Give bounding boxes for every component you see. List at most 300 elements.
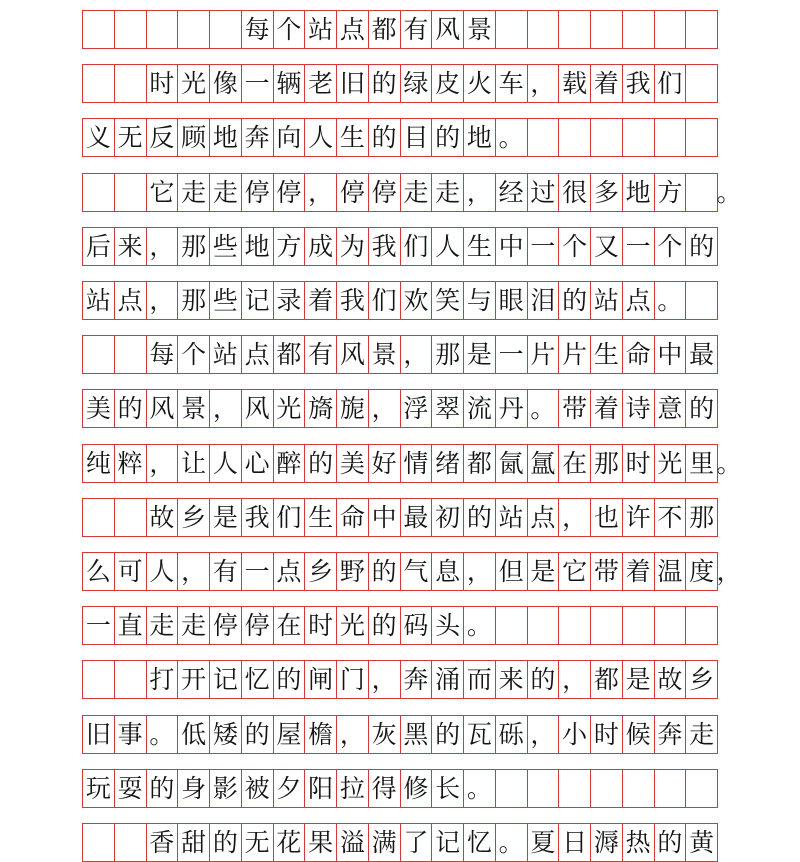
grid-cell: 停 [242,174,274,211]
grid-cell: 有 [305,336,337,373]
grid-cell: 泪 [528,282,560,319]
grid-cell: 一 [496,336,528,373]
grid-cell: 着 [623,553,655,590]
text-row [82,769,718,808]
grid-cell [496,770,528,807]
grid-cell: 与 [464,282,496,319]
text-row [82,715,718,754]
grid-cell: 生 [337,119,369,156]
text-row [82,823,718,862]
grid-cell: ， [464,553,496,590]
grid-cell: 生 [464,228,496,265]
grid-cell: 。 [496,119,528,156]
grid-cell: 溢 [337,824,369,861]
grid-cell: 甜 [178,824,210,861]
grid-cell [83,336,115,373]
grid-cell: 那 [178,282,210,319]
text-row [82,227,718,266]
grid-cell: 翠 [432,390,464,427]
grid-cell: 黑 [401,716,433,753]
grid-cell [591,770,623,807]
grid-cell: 顾 [178,119,210,156]
grid-cell: 瓦 [464,716,496,753]
grid-cell: 耍 [115,770,147,807]
grid-cell: 光 [274,390,306,427]
grid-cell: 夏 [528,824,560,861]
text-row [82,552,742,591]
grid-cell [559,770,591,807]
grid-cell: 无 [115,119,147,156]
grid-cell: 的 [305,445,337,482]
grid-cell: 人 [432,228,464,265]
grid-cell: 是 [210,499,242,536]
grid-cell [83,661,115,698]
text-row [82,660,718,699]
grid-cell: 的 [432,119,464,156]
grid-cell: 笑 [432,282,464,319]
grid-cell: 拉 [337,770,369,807]
grid-cell: 的 [369,607,401,644]
grid-cell: 们 [655,65,687,102]
grid-cell: 光 [178,65,210,102]
grid-cell: ， [401,336,433,373]
grid-cell: 个 [178,336,210,373]
grid-cell: 是 [623,661,655,698]
grid-cell: 砾 [496,716,528,753]
grid-cell [496,11,528,48]
grid-cell: ， [337,716,369,753]
grid-cell: 屋 [274,716,306,753]
grid-cell: 的 [655,824,687,861]
grid-cell: 生 [591,336,623,373]
grid-cell: 一 [623,228,655,265]
grid-cell: 檐 [305,716,337,753]
grid-cell: 醉 [274,445,306,482]
grid-cell: 那 [178,228,210,265]
grid-cell: 满 [369,824,401,861]
grid-cell: 闸 [305,661,337,698]
grid-cell [686,174,718,211]
grid-cell: 中 [369,499,401,536]
grid-cell: 玩 [83,770,115,807]
grid-cell: 记 [210,661,242,698]
grid-cell: 点 [242,336,274,373]
grid-cell: 停 [337,174,369,211]
grid-cell: 生 [305,499,337,536]
grid-cell: 的 [369,65,401,102]
grid-cell [528,119,560,156]
grid-cell: 我 [369,228,401,265]
grid-cell: 中 [655,336,687,373]
grid-cell: 方 [274,228,306,265]
grid-cell: 点 [115,282,147,319]
grid-cell: 我 [242,499,274,536]
grid-cell: 录 [274,282,306,319]
grid-cell: 点 [623,282,655,319]
grid-cell: 故 [147,499,179,536]
grid-cell: 们 [369,282,401,319]
grid-cell: 溽 [591,824,623,861]
grid-cell: 站 [210,336,242,373]
grid-cell: 。 [528,390,560,427]
grid-cell: 美 [337,445,369,482]
grid-cell: 义 [83,119,115,156]
grid-cell [115,499,147,536]
grid-cell: 的 [686,228,718,265]
grid-cell: 。 [464,607,496,644]
text-row [82,498,718,537]
grid-cell: 影 [210,770,242,807]
grid-cell: 是 [528,553,560,590]
grid-cell: 地 [242,228,274,265]
grid-cell [686,65,718,102]
grid-cell [115,824,147,861]
grid-cell [559,11,591,48]
grid-cell: 我 [337,282,369,319]
grid-cell: 走 [686,716,718,753]
grid-cell: 意 [655,390,687,427]
margin-punctuation: 。 [716,448,742,478]
grid-cell: 那 [591,445,623,482]
grid-cell: 的 [369,553,401,590]
grid-cell: ， [210,390,242,427]
grid-cell [83,824,115,861]
grid-cell: 它 [147,174,179,211]
grid-cell: 成 [305,228,337,265]
grid-cell: 点 [528,499,560,536]
grid-cell [210,11,242,48]
grid-cell: 走 [401,174,433,211]
grid-cell: 气 [401,553,433,590]
grid-cell: 故 [655,661,687,698]
grid-cell: 个 [655,228,687,265]
grid-cell: ， [528,716,560,753]
grid-cell: 每 [242,11,274,48]
grid-cell: 个 [274,11,306,48]
text-row [82,118,718,157]
grid-cell [83,174,115,211]
grid-cell: 都 [591,661,623,698]
grid-cell [528,11,560,48]
grid-cell: 乡 [305,553,337,590]
grid-cell: 命 [337,499,369,536]
grid-cell [655,607,687,644]
grid-cell: 乡 [686,661,718,698]
grid-cell: 景 [178,390,210,427]
grid-cell: 眼 [496,282,528,319]
grid-cell: 带 [591,553,623,590]
grid-cell: 的 [115,390,147,427]
grid-cell: 而 [464,661,496,698]
grid-cell: 风 [337,336,369,373]
text-row [82,389,718,428]
grid-cell: 息 [432,553,464,590]
grid-cell: 果 [305,824,337,861]
grid-cell [115,65,147,102]
grid-cell: 有 [401,11,433,48]
grid-cell: 地 [464,119,496,156]
grid-cell: 花 [274,824,306,861]
grid-cell: ， [528,65,560,102]
grid-cell: 矮 [210,716,242,753]
grid-cell: 夕 [274,770,306,807]
grid-cell: 人 [147,553,179,590]
margin-punctuation: ， [716,557,742,586]
grid-cell: 一 [83,607,115,644]
grid-cell: 么 [83,553,115,590]
grid-cell: 打 [147,661,179,698]
grid-cell: 每 [147,336,179,373]
grid-cell: 命 [623,336,655,373]
grid-cell: 老 [305,65,337,102]
grid-cell: 的 [369,119,401,156]
grid-cell: 事 [115,716,147,753]
grid-cell: 了 [401,824,433,861]
grid-cell: 站 [496,499,528,536]
grid-cell: 香 [147,824,179,861]
grid-cell: 点 [337,11,369,48]
grid-cell: 。 [147,716,179,753]
grid-cell: 最 [686,336,718,373]
grid-cell: 在 [274,607,306,644]
grid-cell: 很 [559,174,591,211]
grid-cell: 光 [655,445,687,482]
grid-cell: 目 [401,119,433,156]
grid-cell: 候 [623,716,655,753]
grid-cell: 在 [559,445,591,482]
margin-punctuation: 。 [716,177,742,207]
grid-cell [115,11,147,48]
grid-cell: 诗 [623,390,655,427]
grid-cell: ， [147,282,179,319]
grid-cell [115,174,147,211]
grid-cell: 火 [464,65,496,102]
grid-cell: 中 [496,228,528,265]
grid-cell: 景 [464,11,496,48]
grid-cell: 也 [591,499,623,536]
grid-cell: 许 [623,499,655,536]
grid-cell: 绪 [432,445,464,482]
grid-cell: 最 [401,499,433,536]
grid-cell: 的 [559,282,591,319]
grid-cell: 经 [496,174,528,211]
grid-cell [686,770,718,807]
grid-cell [528,770,560,807]
grid-cell: 站 [83,282,115,319]
grid-cell: ， [178,553,210,590]
grid-cell: 旖 [305,390,337,427]
grid-cell: 的 [147,770,179,807]
grid-cell: 修 [401,770,433,807]
grid-cell: 旎 [337,390,369,427]
grid-cell: 一 [528,228,560,265]
text-row [82,64,718,103]
grid-cell: 氤 [496,445,528,482]
grid-cell: 皮 [432,65,464,102]
grid-cell: 停 [369,174,401,211]
grid-cell: 忆 [464,824,496,861]
grid-cell: 但 [496,553,528,590]
grid-cell: 一 [242,553,274,590]
grid-cell: 景 [369,336,401,373]
grid-cell: 着 [305,282,337,319]
grid-cell: ， [369,661,401,698]
grid-cell: 低 [178,716,210,753]
grid-cell: 反 [147,119,179,156]
grid-cell: 时 [623,445,655,482]
grid-cell: 旧 [337,65,369,102]
grid-cell [655,11,687,48]
grid-cell: 不 [655,499,687,536]
grid-cell: 地 [623,174,655,211]
grid-cell: 的 [432,716,464,753]
grid-cell: ， [147,445,179,482]
grid-cell: 站 [591,282,623,319]
grid-cell: 让 [178,445,210,482]
grid-cell [623,607,655,644]
grid-cell: 过 [528,174,560,211]
grid-cell: 一 [242,65,274,102]
grid-cell: 那 [432,336,464,373]
grid-cell: 心 [242,445,274,482]
grid-cell: 车 [496,65,528,102]
grid-cell: 带 [559,390,591,427]
grid-cell: 又 [591,228,623,265]
grid-cell: 片 [528,336,560,373]
grid-cell: 被 [242,770,274,807]
grid-cell: 情 [401,445,433,482]
grid-cell [559,607,591,644]
grid-cell: 的 [686,390,718,427]
grid-cell: 人 [305,119,337,156]
grid-cell: 走 [178,174,210,211]
grid-cell: 都 [274,336,306,373]
grid-cell: 记 [242,282,274,319]
text-row [82,281,718,320]
grid-cell: 码 [401,607,433,644]
grid-cell: 风 [242,390,274,427]
grid-cell [686,119,718,156]
grid-cell: 那 [686,499,718,536]
grid-cell: 些 [210,282,242,319]
grid-cell: 我 [623,65,655,102]
grid-cell [528,607,560,644]
grid-cell: 温 [655,553,687,590]
grid-cell: 。 [496,824,528,861]
grid-cell: 方 [655,174,687,211]
grid-cell [83,65,115,102]
grid-cell: 粹 [115,445,147,482]
grid-cell: 门 [337,661,369,698]
grid-cell: 的 [274,661,306,698]
grid-cell [655,119,687,156]
grid-cell: 停 [242,607,274,644]
grid-cell: 流 [464,390,496,427]
text-row [82,335,718,374]
grid-cell: ， [369,390,401,427]
grid-cell: 光 [337,607,369,644]
grid-cell: 载 [559,65,591,102]
grid-cell: 片 [559,336,591,373]
grid-cell [623,11,655,48]
grid-cell [115,661,147,698]
grid-cell: 的 [210,824,242,861]
grid-cell: 氲 [528,445,560,482]
grid-cell: 是 [464,336,496,373]
grid-cell: 奔 [401,661,433,698]
grid-cell [591,119,623,156]
grid-cell [623,119,655,156]
grid-cell: 有 [210,553,242,590]
grid-cell [83,11,115,48]
grid-cell: 后 [83,228,115,265]
grid-cell: 走 [210,174,242,211]
grid-cell: 向 [274,119,306,156]
grid-cell: 像 [210,65,242,102]
grid-cell: 旧 [83,716,115,753]
grid-cell: 时 [591,716,623,753]
grid-cell: 着 [591,390,623,427]
grid-cell: 好 [369,445,401,482]
grid-cell: 野 [337,553,369,590]
grid-cell: 来 [496,661,528,698]
grid-cell: 黄 [686,824,718,861]
grid-cell: 开 [178,661,210,698]
grid-cell: 。 [655,282,687,319]
grid-cell: 。 [464,770,496,807]
grid-cell: 绿 [401,65,433,102]
grid-cell: 无 [242,824,274,861]
grid-cell: 多 [591,174,623,211]
grid-cell [591,607,623,644]
grid-cell: 得 [369,770,401,807]
grid-cell: 着 [591,65,623,102]
grid-cell: 风 [147,390,179,427]
grid-cell: 走 [178,607,210,644]
grid-cell: 的 [464,499,496,536]
grid-cell: ， [305,174,337,211]
grid-cell [115,336,147,373]
grid-cell: 日 [559,824,591,861]
grid-cell: ， [559,661,591,698]
grid-cell: 些 [210,228,242,265]
grid-cell: 的 [528,661,560,698]
grid-cell: 点 [274,553,306,590]
grid-cell: 奔 [655,716,687,753]
grid-cell: 身 [178,770,210,807]
grid-cell: 们 [401,228,433,265]
grid-cell [591,11,623,48]
grid-cell [83,499,115,536]
grid-cell: 地 [210,119,242,156]
text-row [82,606,718,645]
grid-cell: 初 [432,499,464,536]
grid-cell: 走 [432,174,464,211]
grid-cell: 个 [559,228,591,265]
grid-cell: 站 [305,11,337,48]
grid-cell [686,11,718,48]
grid-cell: 停 [274,174,306,211]
text-row [82,173,742,212]
grid-cell: 直 [115,607,147,644]
grid-cell: 时 [147,65,179,102]
grid-cell: ， [147,228,179,265]
grid-cell: 乡 [178,499,210,536]
grid-cell: 走 [147,607,179,644]
grid-cell: 停 [210,607,242,644]
grid-cell: 为 [337,228,369,265]
grid-cell: 都 [464,445,496,482]
